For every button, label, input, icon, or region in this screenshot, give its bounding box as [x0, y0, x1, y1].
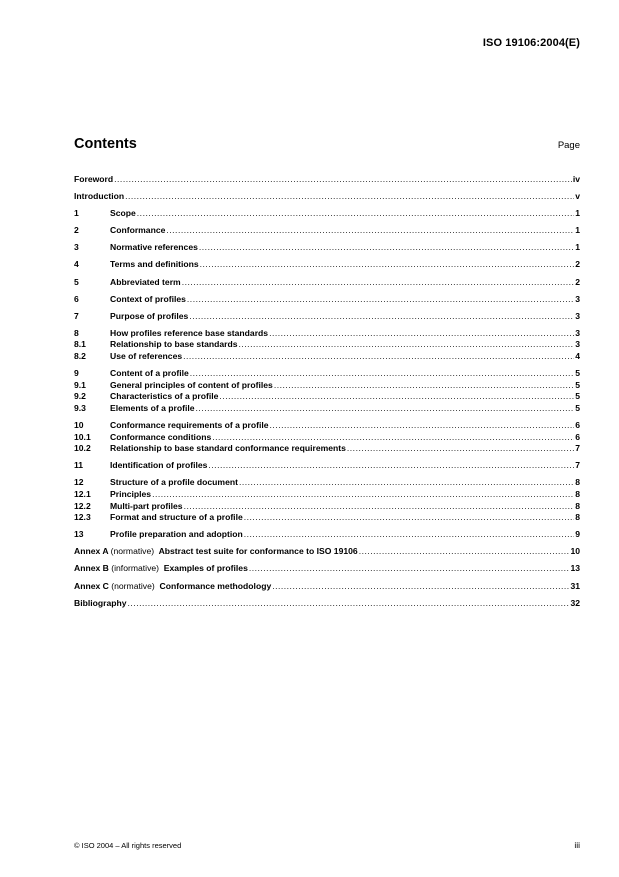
toc-leader: [239, 339, 575, 351]
toc-entry-title: Multi-part profiles: [110, 500, 183, 511]
toc-entry-page: 8: [575, 477, 580, 488]
toc-entry-number: 4: [74, 259, 79, 270]
toc-leader: [187, 294, 574, 306]
toc-entry-content-of-profile[interactable]: [74, 368, 580, 380]
toc-leader: [128, 598, 570, 610]
toc-group-introduction: [74, 191, 580, 203]
toc-entry-number: 8.1: [74, 339, 86, 350]
toc-group-8: [74, 328, 580, 363]
toc-group-foreword: [74, 174, 580, 186]
toc-group-5: [74, 277, 580, 289]
toc-group-1: [74, 208, 580, 220]
toc-entry-principles[interactable]: [74, 489, 580, 501]
toc-leader: [239, 477, 574, 489]
toc-group-3: [74, 242, 580, 254]
toc-entry-relationship-to-base[interactable]: [74, 339, 580, 351]
copyright-notice: © ISO 2004 – All rights reserved: [74, 841, 182, 850]
toc-entry-number: 12.1: [74, 488, 91, 499]
toc-leader: [199, 242, 574, 254]
toc-leader: [212, 432, 574, 444]
toc-entry-page: 7: [575, 460, 580, 471]
toc-entry-number: 5: [74, 276, 79, 287]
table-of-contents: [74, 174, 580, 615]
toc-group-7: [74, 311, 580, 323]
toc-entry-title: Abbreviated term: [110, 276, 181, 287]
toc-entry-abbreviated-term[interactable]: [74, 277, 580, 289]
toc-group-annex-a: [74, 546, 580, 558]
toc-entry-page: 32: [570, 597, 580, 608]
toc-entry-page: 8: [575, 500, 580, 511]
toc-leader: [166, 225, 574, 237]
toc-entry-structure[interactable]: [74, 477, 580, 489]
annex-label: Annex C: [74, 580, 109, 591]
annex-type: (normative): [110, 546, 155, 557]
toc-entry-number: 12.3: [74, 512, 91, 523]
toc-group-bibliography: [74, 598, 580, 610]
document-id: ISO 19106:2004(E): [482, 37, 580, 49]
toc-leader: [189, 311, 574, 323]
toc-group-6: [74, 294, 580, 306]
toc-entry-number: 9.1: [74, 379, 86, 390]
toc-entry-title: Bibliography: [74, 597, 127, 608]
toc-entry-conformance-requirements[interactable]: [74, 420, 580, 432]
toc-entry-title: Characteristics of a profile: [110, 391, 219, 402]
toc-group-2: [74, 225, 580, 237]
annex-label: Annex B: [74, 563, 109, 574]
page-column-label: Page: [557, 140, 580, 151]
annex-type: (informative): [111, 563, 160, 574]
toc-entry-annex-a[interactable]: [74, 546, 580, 558]
toc-entry-title: Profile preparation and adoption: [110, 529, 243, 540]
toc-group-annex-b: [74, 563, 580, 575]
toc-group-11: [74, 460, 580, 472]
toc-entry-title: Elements of a profile: [110, 402, 195, 413]
toc-entry-scope[interactable]: [74, 208, 580, 220]
toc-entry-page: 1: [575, 225, 580, 236]
toc-entry-page: iv: [572, 174, 580, 184]
toc-entry-title: Normative references: [110, 242, 198, 253]
annex-label: Annex A: [74, 546, 109, 557]
toc-leader: [114, 174, 572, 186]
toc-entry-title: Introduction: [74, 191, 125, 202]
annex-title: Abstract test suite for conformance to ISO 19106: [158, 546, 358, 557]
toc-group-12: [74, 477, 580, 523]
toc-entry-page: 1: [575, 242, 580, 253]
toc-entry-page: 5: [575, 391, 580, 402]
toc-entry-number: 9.3: [74, 402, 86, 413]
toc-entry-number: 12: [74, 477, 84, 488]
toc-entry-page: 31: [570, 580, 580, 591]
annex-title: Examples of profiles: [163, 563, 248, 574]
toc-leader: [219, 391, 574, 403]
toc-group-9: [74, 368, 580, 414]
toc-leader: [196, 403, 575, 415]
toc-entry-title: Conformance requirements of a profile: [110, 420, 269, 430]
toc-entry-page: 10: [570, 546, 580, 557]
toc-entry-title: Use of references: [110, 351, 183, 362]
toc-entry-conformance-conditions[interactable]: [74, 432, 580, 444]
toc-entry-relationship-conformance[interactable]: [74, 443, 580, 455]
toc-entry-conformance[interactable]: [74, 225, 580, 237]
toc-entry-title: Conformance: [110, 225, 166, 236]
toc-entry-title: [74, 581, 271, 593]
toc-group-10: [74, 420, 580, 455]
page-title: Contents: [74, 136, 137, 152]
toc-entry-number: 6: [74, 293, 79, 304]
toc-entry-page: 3: [575, 339, 580, 350]
toc-leader: [208, 460, 574, 472]
toc-leader: [125, 191, 574, 203]
toc-entry-number: 10.2: [74, 443, 91, 454]
toc-entry-page: 6: [575, 420, 580, 430]
toc-entry-title: General principles of content of profiles: [110, 379, 273, 390]
toc-entry-context-of-profiles[interactable]: [74, 294, 580, 306]
toc-entry-number: 9: [74, 368, 79, 379]
toc-entry-title: Purpose of profiles: [110, 310, 189, 321]
toc-entry-multi-part[interactable]: [74, 501, 580, 513]
toc-group-13: [74, 529, 580, 541]
toc-entry-page: 1: [575, 208, 580, 219]
toc-entry-page: 5: [575, 379, 580, 390]
toc-leader: [347, 443, 574, 455]
toc-leader: [190, 368, 574, 380]
toc-entry-title: Principles: [110, 488, 152, 499]
toc-entry-page: 3: [575, 293, 580, 304]
toc-entry-introduction[interactable]: [74, 191, 580, 203]
toc-entry-page: 2: [575, 276, 580, 287]
toc-group-4: [74, 259, 580, 271]
toc-entry-purpose-of-profiles[interactable]: [74, 311, 580, 323]
toc-entry-identification[interactable]: [74, 460, 580, 472]
toc-entry-title: Scope: [110, 208, 136, 219]
toc-entry-number: 11: [74, 460, 84, 471]
toc-leader: [200, 259, 575, 271]
toc-entry-annex-c[interactable]: [74, 581, 580, 593]
toc-leader: [269, 328, 574, 340]
toc-entry-page: 8: [575, 488, 580, 499]
toc-entry-page: 8: [575, 512, 580, 523]
toc-entry-title: How profiles reference base standards: [110, 327, 269, 338]
toc-entry-title: Terms and definitions: [110, 259, 199, 270]
toc-entry-preparation[interactable]: [74, 529, 580, 541]
toc-entry-number: 9.2: [74, 391, 86, 402]
toc-entry-elements[interactable]: [74, 403, 580, 415]
toc-entry-title: Conformance conditions: [110, 431, 212, 442]
toc-entry-title: Content of a profile: [110, 368, 189, 379]
toc-entry-page: 3: [575, 327, 580, 338]
toc-leader: [270, 420, 575, 432]
toc-entry-foreword[interactable]: [74, 174, 580, 186]
toc-leader: [272, 581, 569, 593]
toc-entry-characteristics[interactable]: [74, 391, 580, 403]
toc-entry-page: 9: [575, 529, 580, 540]
toc-entry-page: 2: [575, 259, 580, 270]
toc-entry-general-principles[interactable]: [74, 380, 580, 392]
toc-leader: [359, 546, 570, 558]
toc-entry-title: [74, 563, 248, 575]
toc-entry-title: Context of profiles: [110, 293, 186, 304]
toc-entry-number: 10.1: [74, 431, 91, 442]
toc-entry-annex-b[interactable]: [74, 563, 580, 575]
toc-leader: [152, 489, 574, 501]
toc-entry-how-profiles-reference[interactable]: [74, 328, 580, 340]
toc-entry-terms-and-definitions[interactable]: [74, 259, 580, 271]
toc-entry-title: Foreword: [74, 174, 114, 184]
annex-title: Conformance methodology: [159, 580, 272, 591]
toc-entry-number: 12.2: [74, 500, 91, 511]
toc-entry-number: 8.2: [74, 351, 86, 362]
toc-entry-page: 5: [575, 368, 580, 379]
toc-entry-normative-references[interactable]: [74, 242, 580, 254]
toc-entry-page: 4: [575, 351, 580, 362]
toc-entry-page: 6: [575, 431, 580, 442]
toc-entry-bibliography[interactable]: [74, 598, 580, 610]
toc-entry-number: 7: [74, 310, 79, 321]
toc-entry-page: 3: [575, 310, 580, 321]
toc-entry-page: v: [575, 191, 580, 202]
toc-entry-number: 2: [74, 225, 79, 236]
toc-group-annex-c: [74, 581, 580, 593]
toc-leader: [244, 529, 574, 541]
toc-entry-number: 10: [74, 420, 84, 430]
toc-entry-number: 8: [74, 327, 79, 338]
toc-leader: [183, 351, 574, 363]
toc-entry-use-of-references[interactable]: [74, 351, 580, 363]
toc-entry-number: 1: [74, 208, 79, 219]
toc-leader: [184, 501, 575, 513]
toc-entry-number: 3: [74, 242, 79, 253]
toc-entry-page: 13: [570, 563, 580, 574]
toc-entry-page: 5: [575, 402, 580, 413]
annex-type: (normative): [111, 580, 155, 591]
page-number: iii: [574, 840, 580, 850]
toc-entry-number: 13: [74, 529, 84, 540]
toc-entry-title: Relationship to base standard conformance requirements: [110, 443, 346, 454]
toc-leader: [137, 208, 574, 220]
toc-entry-title: Format and structure of a profile: [110, 512, 243, 523]
toc-entry-title: Relationship to base standards: [110, 339, 238, 350]
toc-entry-page: 7: [575, 443, 580, 454]
toc-entry-format-structure[interactable]: [74, 512, 580, 524]
toc-leader: [249, 563, 570, 575]
toc-leader: [182, 277, 575, 289]
toc-entry-title: Structure of a profile document: [110, 477, 238, 488]
toc-entry-title: Identification of profiles: [110, 460, 208, 471]
toc-leader: [274, 380, 574, 392]
toc-entry-title: [74, 546, 358, 558]
toc-leader: [244, 512, 574, 524]
